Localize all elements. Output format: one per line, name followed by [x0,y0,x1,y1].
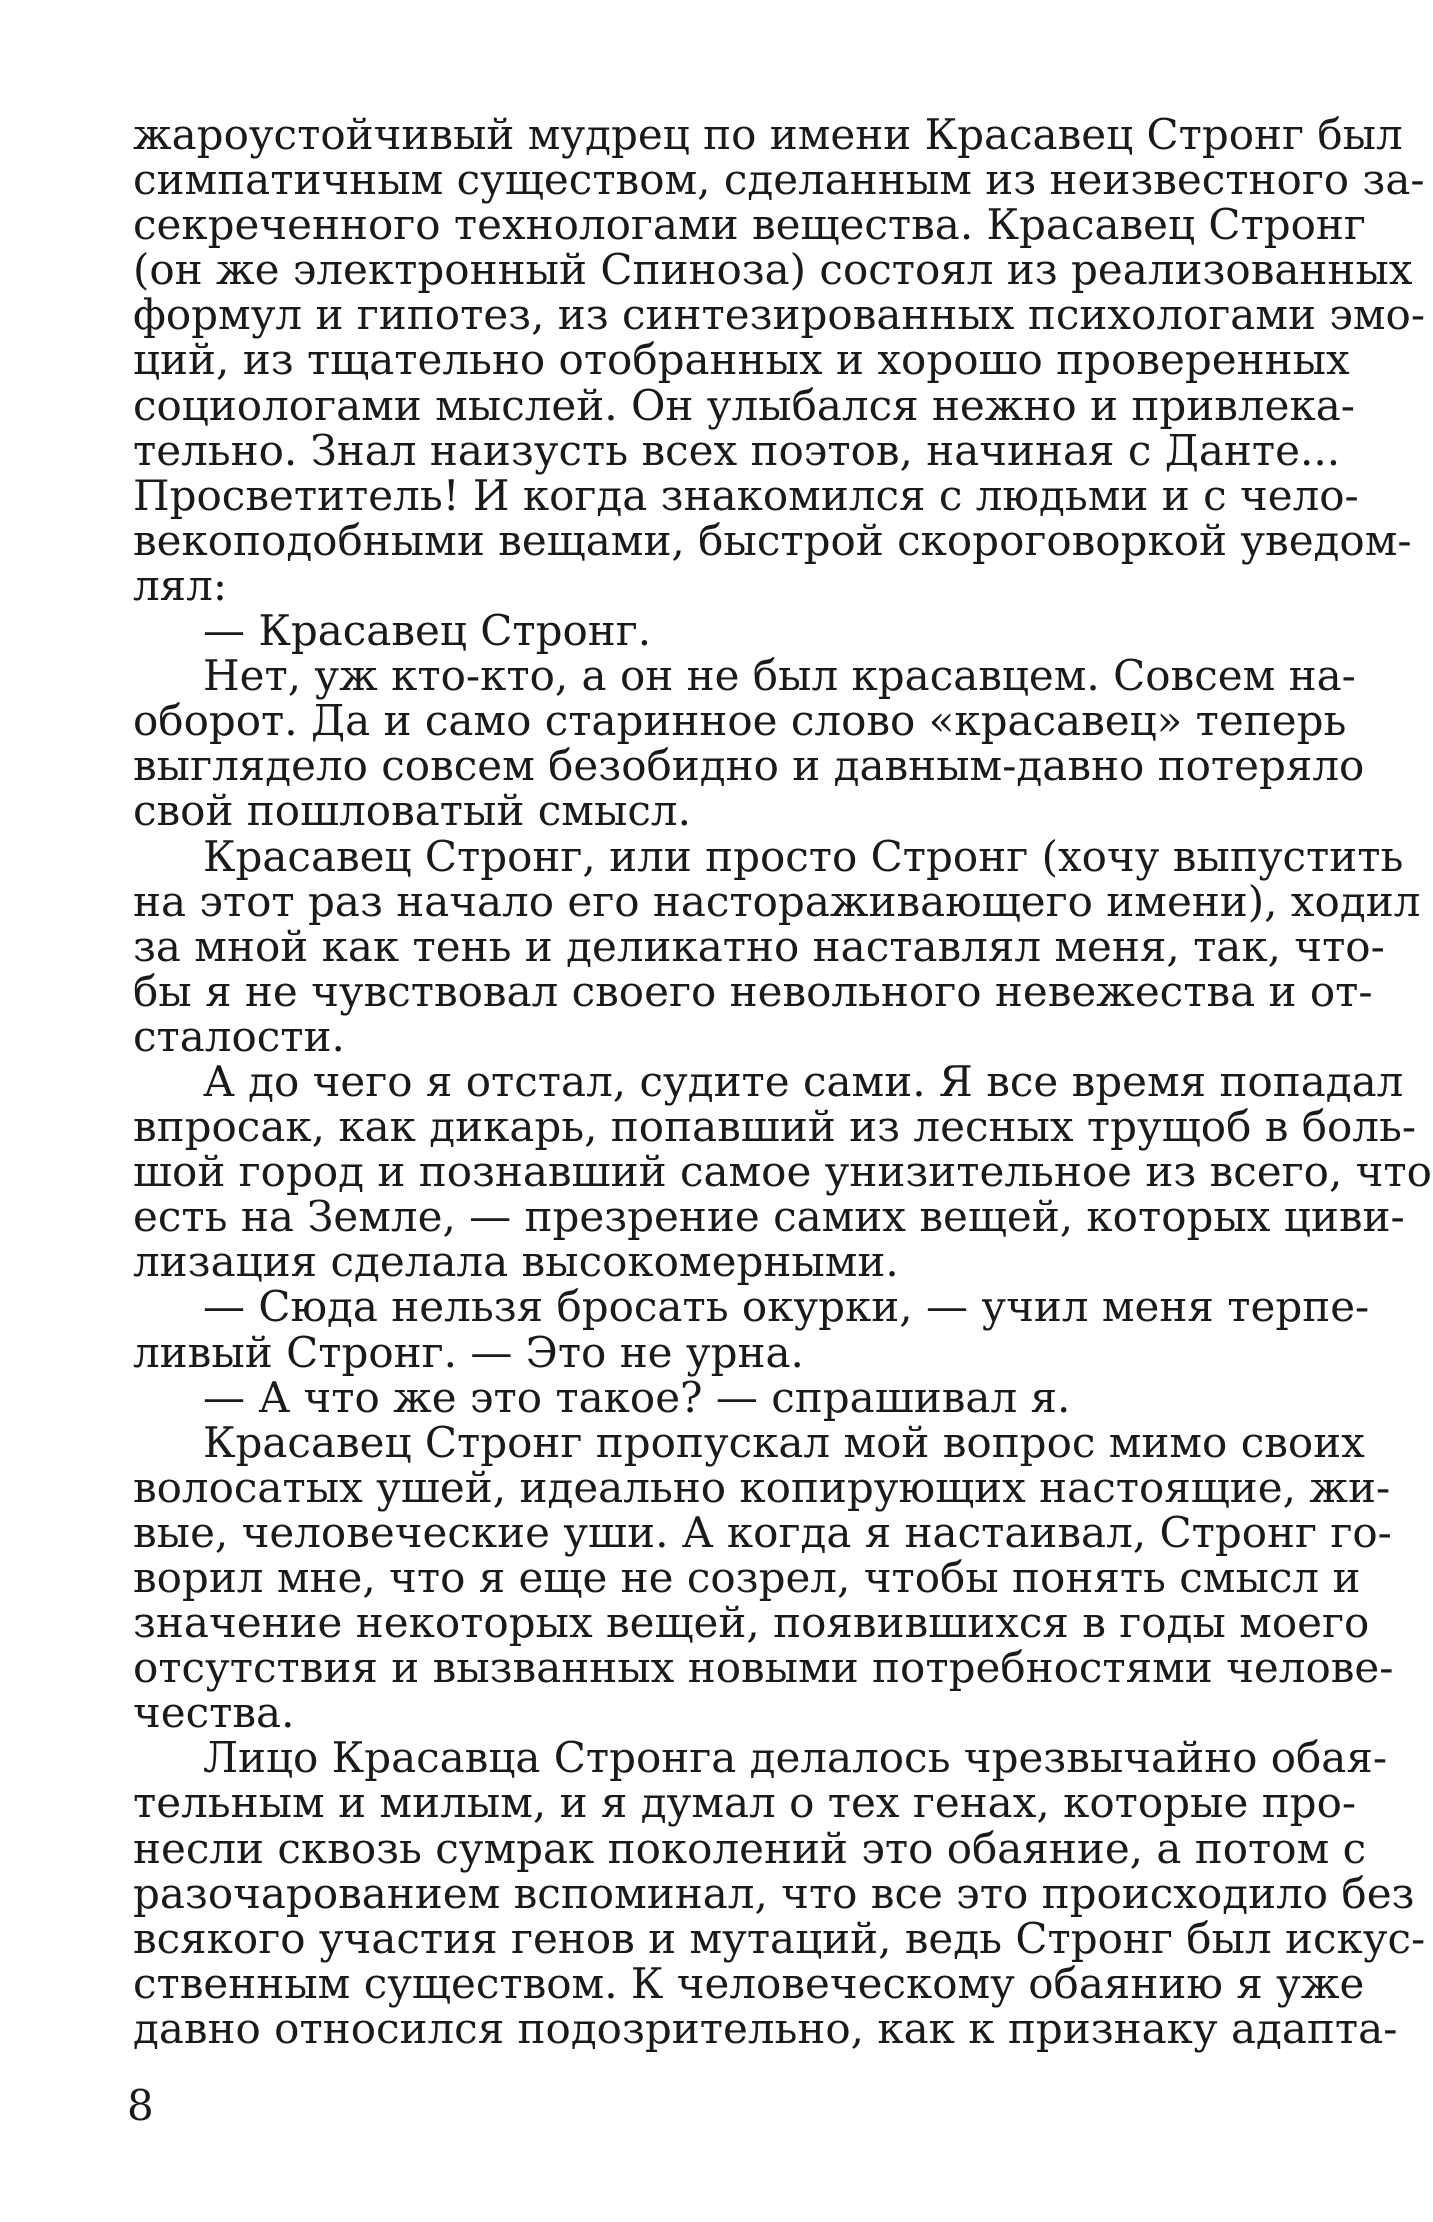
text-line: жароустойчивый мудрец по имени Красавец Стронг был [133,110,1403,159]
text-line: выглядело совсем безобидно и давным-давно потеряло [133,741,1365,791]
text-line: социологами мыслей. Он улыбался нежно и привлека- [133,380,1355,430]
text-line: формул и гипотез, из синтезированных психологами эмо- [133,290,1426,340]
text-line: Лицо Красавца Стронга делалось чрезвычайно обая- [203,1733,1388,1783]
text-line: тельным и милым, и я думал о тех генах, которые про- [133,1778,1357,1828]
text-line: вые, человеческие уши. А когда я настаивал, Стронг го- [133,1507,1392,1557]
text-line: шой город и познавший самое унизительное из всего, что [133,1147,1432,1197]
page-number: 8 [127,2081,154,2130]
text-line: оборот. Да и само старинное слово «красавец» теперь [133,696,1347,746]
text-line: лял: [133,560,228,610]
text-line: всякого участия генов и мутаций, ведь Стронг был искус- [133,1913,1426,1963]
text-line: ворил мне, что я еще не созрел, чтобы понять смысл и [133,1553,1361,1602]
text-line: лизация сделала высокомерными. [133,1237,899,1287]
text-line: тельно. Знал наизусть всех поэтов, начиная с Данте... [133,425,1341,475]
dialogue-line: — А что же это такое? — спрашивал я. [203,1372,1071,1422]
text-line: Красавец Стронг, или просто Стронг (хочу выпустить [203,831,1404,881]
text-line: за мной как тень и деликатно наставлял меня, так, что- [133,921,1385,971]
text-line: Просветитель! И когда знакомился с людьми и с чело- [133,470,1359,520]
text-line: векоподобными вещами, быстрой скороговоркой уведом- [133,515,1412,565]
text-line: давно относился подозрительно, как к признаку адапта- [133,2003,1398,2053]
text-line: значение некоторых вещей, появившихся в годы моего [133,1598,1370,1648]
text-line: ций, из тщательно отобранных и хорошо проверенных [133,335,1350,385]
text-line: сталости. [133,1011,345,1061]
text-line: симпатичным существом, сделанным из неизвестного за- [133,155,1425,205]
text-line: волосатых ушей, идеально копирующих настоящие, жи- [133,1462,1391,1512]
body-text [133,110,1432,2053]
text-line: Красавец Стронг пропускал мой вопрос мимо своих [203,1417,1365,1467]
text-line: (он же электронный Спиноза) состоял из реализованных [133,245,1413,295]
text-line: разочарованием вспоминал, что все это происходило без [133,1868,1415,1918]
text-line: чества. [133,1688,295,1738]
text-line: отсутствия и вызванных новыми потребностями челове- [133,1643,1394,1693]
text-line: есть на Земле, — презрение самих вещей, которых циви- [133,1192,1405,1242]
text-line: секреченного технологами вещества. Красавец Стронг [133,200,1366,250]
text-line: А до чего я отстал, судите сами. Я все время попадал [203,1056,1404,1106]
dialogue-line: — Красавец Стронг. [203,606,652,656]
text-line: свой пошловатый смысл. [133,786,691,836]
text-line: впросак, как дикарь, попавший из лесных трущоб в боль- [133,1102,1417,1152]
text-line: ственным существом. К человеческому обаянию я уже [133,1958,1365,2008]
dialogue-line: ливый Стронг. — Это не урна. [133,1327,804,1377]
text-line: бы я не чувствовал своего невольного невежества и от- [133,966,1373,1016]
text-line: несли сквозь сумрак поколений это обаяние, а потом с [133,1823,1367,1873]
dialogue-line: — Сюда нельзя бросать окурки, — учил меня терпе- [203,1282,1370,1332]
text-line: на этот раз начало его настораживающего имени), ходил [133,876,1421,926]
text-line: Нет, уж кто-кто, а он не был красавцем. Совсем на- [203,651,1356,701]
